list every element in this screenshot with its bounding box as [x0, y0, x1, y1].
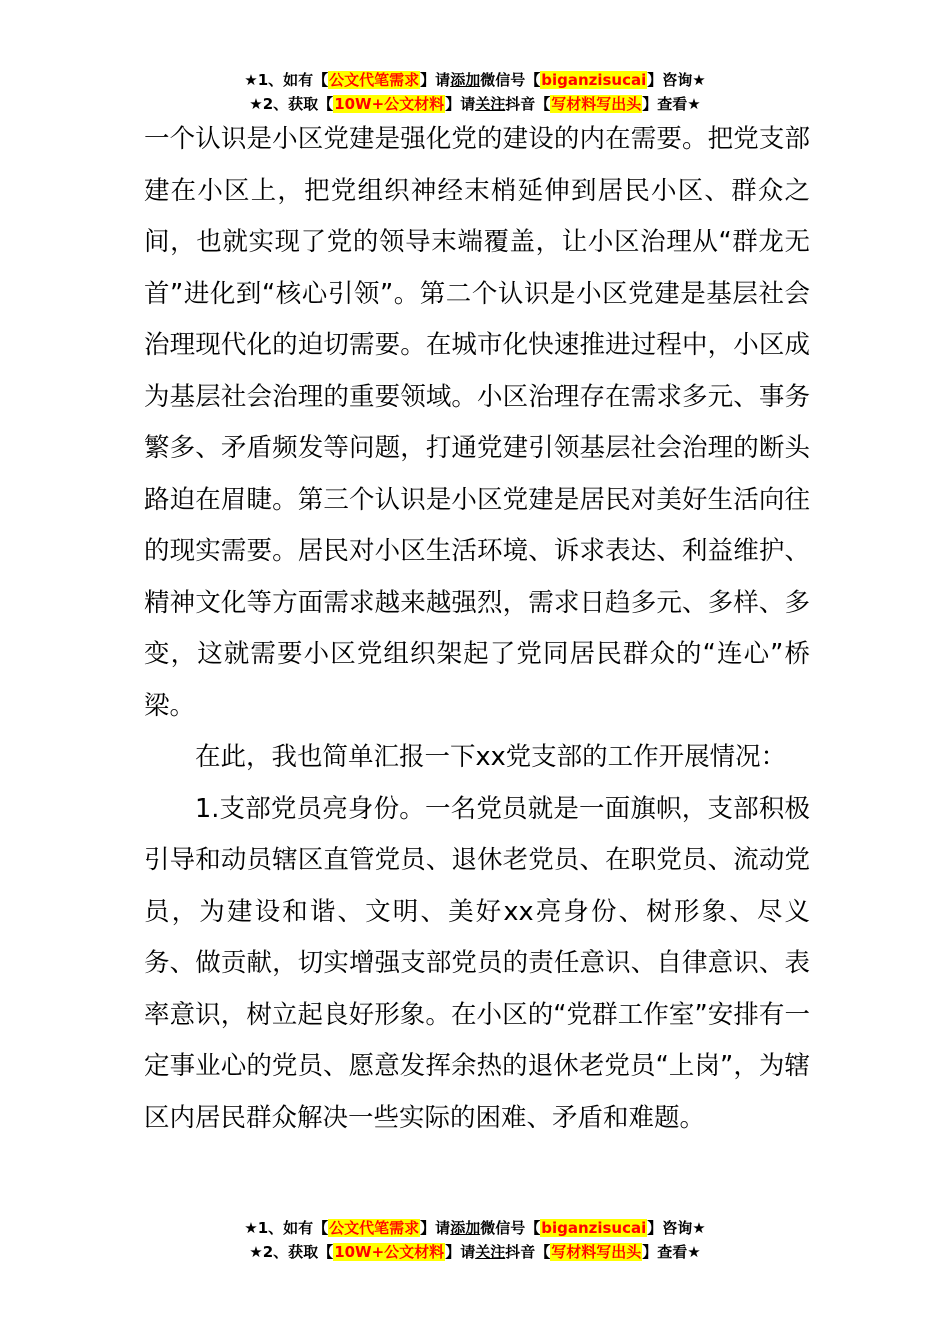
banner-underline-follow: 关注	[475, 1243, 506, 1261]
banner-underline-add: 添加	[450, 1219, 481, 1237]
banner-text: ★1、如有【	[244, 71, 329, 89]
banner-text: 】请	[445, 95, 476, 113]
banner-underline-add: 添加	[450, 71, 481, 89]
header-banner	[0, 68, 950, 116]
paragraph-recognition: 一个认识是小区党建是强化党的建设的内在需要。把党支部建在小区上，把党组织神经末梢延伸到居民小区、群众之间，也就实现了党的领导末端覆盖，让小区治理从“群龙无首”进化到“核心引领”。第二个认识是小区党建是基层社会治理现代化的迫切需要。在城市化快速推进过程中，小区成为基层社会治理的重要领域。小区治理存在需求多元、事务繁多、矛盾频发等问题，打通党建引领基层社会治理的断头路迫在眉睫。第三个认识是小区党建是居民对美好生活向往的现实需要。居民对小区生活环境、诉求表达、利益维护、精神文化等方面需求越来越强烈，需求日趋多元、多样、多变，这就需要小区党组织架起了党同居民群众的“连心”桥梁。	[144, 124, 810, 721]
banner-text: 】查看★	[642, 95, 701, 113]
banner-underline-follow: 关注	[475, 95, 506, 113]
banner-text: 微信号【	[480, 1219, 541, 1237]
banner-highlight-service: 公文代笔需求	[329, 71, 420, 89]
banner-text: 】请	[445, 1243, 476, 1261]
banner-highlight-service: 公文代笔需求	[329, 1219, 420, 1237]
banner-text: 】请	[420, 1219, 451, 1237]
banner-text: 抖音【	[505, 1243, 551, 1261]
banner-highlight-douyin: 写材料写出头	[551, 95, 642, 113]
banner-text: 微信号【	[480, 71, 541, 89]
paragraph-report-intro: 在此，我也简单汇报一下xx党支部的工作开展情况：	[195, 742, 787, 772]
banner-line-1	[0, 68, 950, 92]
banner-text: 】查看★	[642, 1243, 701, 1261]
banner-highlight-wechat: biganzisucai	[541, 1219, 647, 1237]
banner-line-2	[0, 1240, 950, 1264]
banner-line-2	[0, 92, 950, 116]
banner-text: ★2、获取【	[249, 95, 334, 113]
document-body	[144, 114, 810, 1144]
paragraph-item-1: 1.支部党员亮身份。一名党员就是一面旗帜，支部积极引导和动员辖区直管党员、退休老党员、在职党员、流动党员，为建设和谐、文明、美好xx亮身份、树形象、尽义务、做贡献，切实增强支部党员的责任意识、自律意识、表率意识，树立起良好形象。在小区的“党群工作室”安排有一定事业心的党员、愿意发挥余热的退休老党员“上岗”，为辖区内居民群众解决一些实际的困难、矛盾和难题。	[144, 793, 810, 1133]
banner-highlight-douyin: 写材料写出头	[551, 1243, 642, 1261]
banner-text: ★2、获取【	[249, 1243, 334, 1261]
banner-line-1	[0, 1216, 950, 1240]
banner-text: 】咨询★	[647, 71, 706, 89]
banner-highlight-wechat: biganzisucai	[541, 71, 647, 89]
banner-text: 】请	[420, 71, 451, 89]
banner-text: 抖音【	[505, 95, 551, 113]
footer-banner	[0, 1216, 950, 1264]
banner-text: 】咨询★	[647, 1219, 706, 1237]
banner-highlight-materials: 10W+公文材料	[334, 95, 445, 113]
banner-text: ★1、如有【	[244, 1219, 329, 1237]
banner-highlight-materials: 10W+公文材料	[334, 1243, 445, 1261]
